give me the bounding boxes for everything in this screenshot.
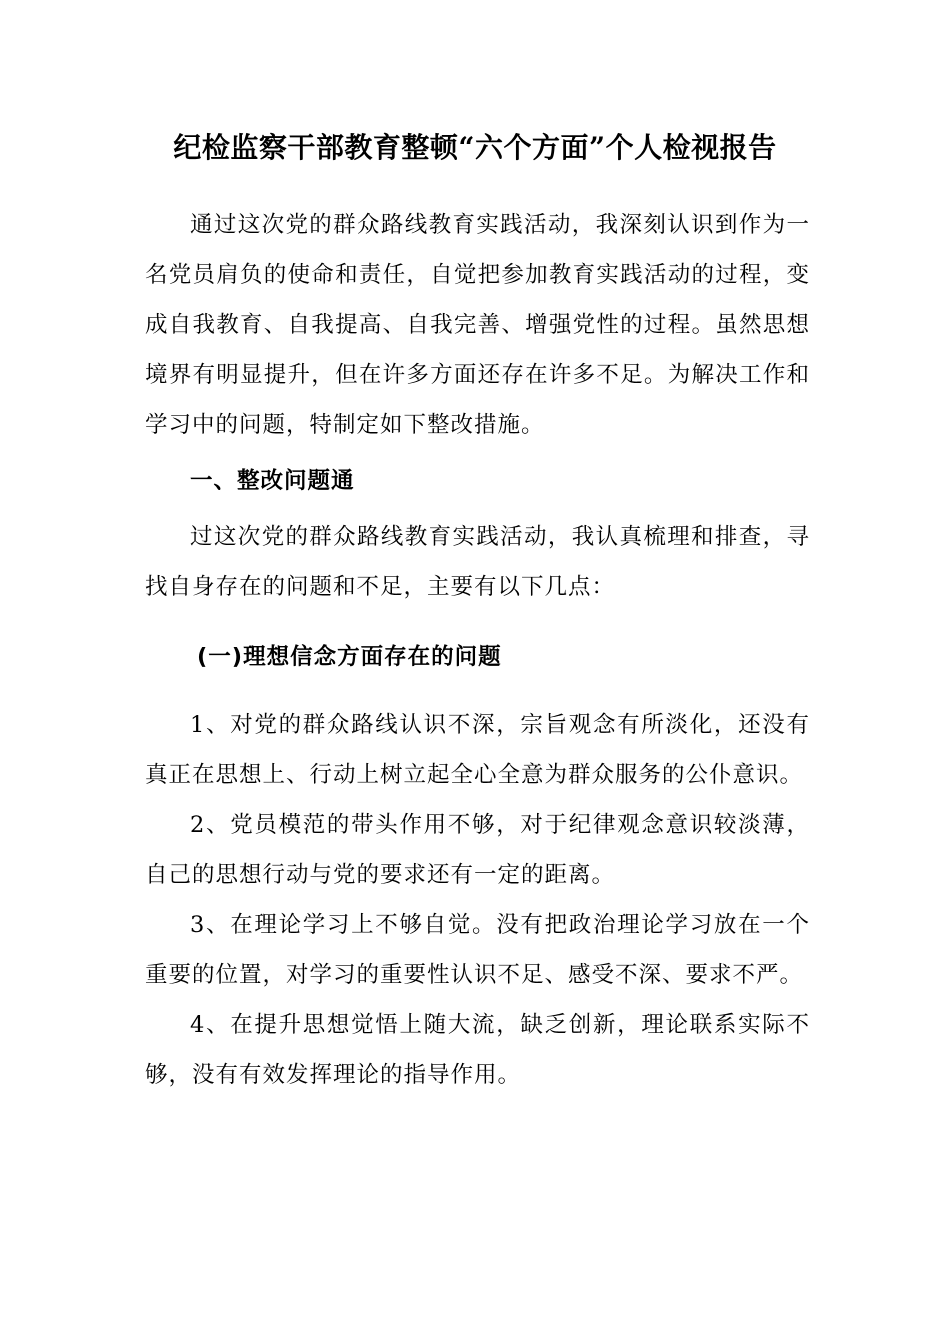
list-item: 4、在提升思想觉悟上随大流，缺乏创新，理论联系实际不够，没有有效发挥理论的指导作用。 <box>145 1012 810 1088</box>
section-paragraph-1: 过这次党的群众路线教育实践活动，我认真梳理和排查，寻找自身存在的问题和不足，主要有以下几点： <box>145 524 810 600</box>
list-item: 1、对党的群众路线认识不深，宗旨观念有所淡化，还没有真正在思想上、行动上树立起全心全意为群众服务的公仆意识。 <box>145 712 810 788</box>
document-body <box>145 200 810 1100</box>
subsection-heading-1: (一)理想信念方面存在的问题 <box>197 644 502 670</box>
list-item: 3、在理论学习上不够自觉。没有把政治理论学习放在一个重要的位置，对学习的重要性认识不足、感受不深、要求不严。 <box>145 912 810 988</box>
intro-paragraph: 通过这次党的群众路线教育实践活动，我深刻认识到作为一名党员肩负的使命和责任，自觉把参加教育实践活动的过程，变成自我教育、自我提高、自我完善、增强党性的过程。虽然思想境界有明显提升，但在许多方面还存在许多不足。为解决工作和学习中的问题，特制定如下整改措施。 <box>145 212 810 438</box>
section-heading-1: 一、整改问题通 <box>190 468 355 494</box>
list-item: 2、党员模范的带头作用不够，对于纪律观念意识较淡薄，自己的思想行动与党的要求还有一定的距离。 <box>145 812 810 888</box>
document-title: 纪检监察干部教育整顿“六个方面”个人检视报告 <box>173 131 777 164</box>
